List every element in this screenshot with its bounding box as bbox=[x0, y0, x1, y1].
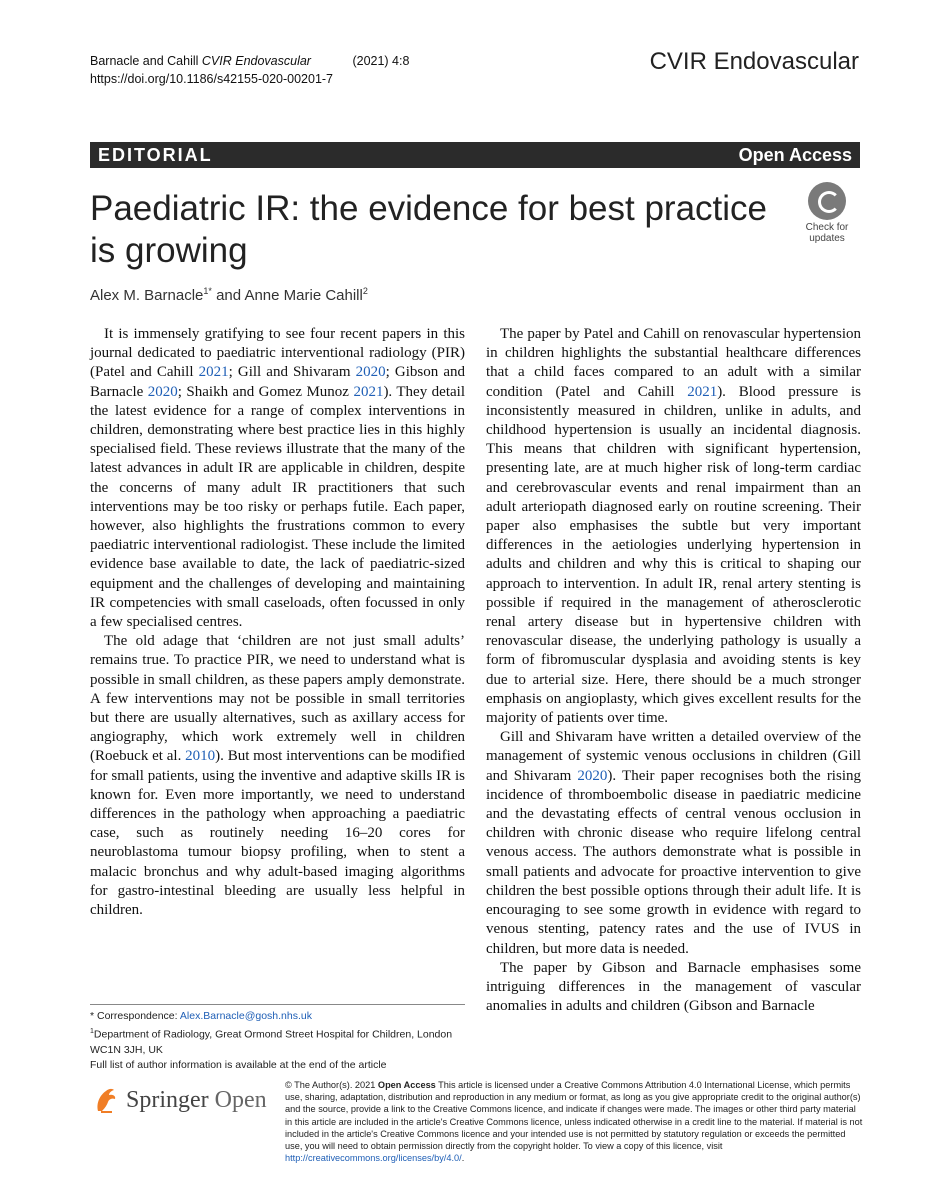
author-name: Alex M. Barnacle bbox=[90, 287, 204, 304]
header-journal: CVIR Endovascular bbox=[201, 54, 311, 68]
article-title: Paediatric IR: the evidence for best practice is growing bbox=[90, 189, 768, 270]
author-info-note: Full list of author information is available at the end of the article bbox=[90, 1058, 387, 1071]
left-column bbox=[90, 325, 465, 920]
correspondence-footnote: * Correspondence: Alex.Barnacle@gosh.nhs.uk $^1$Department of Radiology, Great Ormond Street Hospital for Children, London WC1N 3JH, UK Full list of author information is available at the end of the article bbox=[90, 1004, 465, 1073]
email-link[interactable]: Alex.Barnacle@gosh.nhs.uk bbox=[179, 1010, 312, 1022]
citation-link[interactable]: 2021 bbox=[687, 383, 718, 400]
citation-link[interactable]: 2020 bbox=[147, 383, 178, 400]
header-doi-link[interactable]: https://doi.org/10.1186/s42155-020-00201-7 bbox=[90, 72, 334, 86]
check-updates-label: Check for updates bbox=[805, 222, 849, 244]
publisher-open: Open bbox=[208, 1087, 267, 1113]
open-access-label: Open Access bbox=[738, 145, 852, 165]
publisher-name: Springer bbox=[126, 1087, 209, 1113]
citation-link[interactable]: 2021 bbox=[198, 364, 229, 381]
license-statement: © The Author(s). 2021 Open Access This article is licensed under a Creative Commons Attribution 4.0 International License, which permits use, sharing, adaptation, distribution and reproduction in any medium or format, as long as you give appropriate credit to the original author(s) and the source, provide a link to the Creative Commons licence, and indicate if changes were made. The images or other third party material in this article are included in the article's Creative Commons licence, unless indicated otherwise in a credit line to the material. If material is not included in the article's Creative Commons licence and your intended use is not permitted by statutory regulation or exceeds the permitted use, you will need to obtain permission directly from the copyright holder. To view a copy of this licence, visit http://creativecommons.org/licenses/by/4.0/. bbox=[285, 1080, 863, 1164]
header-volume: (2021) 4:8 bbox=[352, 54, 410, 68]
body-paragraph: The paper by Patel and Cahill on renovascular hypertension in children highlights the substantial healthcare differences that a child faces compared to an adult with a similar condition (Patel and Cahill 2021). Blood pressure is inconsistently measured in children, unlike in adults, and childhood hypertension is usually an incidental diagnosis. This means that children with significant hypertension, presenting late, are at much higher risk of long-term cardiac and cerebrovascular events and renal impairment than an adult arteriopath diagnosed early on routine screening. Their paper also emphasises the subtle but very important differences in the aetiologies underlying hypertension in adults and children and why this is critical to shaping our approach to intervention. In adult IR, renal artery stenting is possible if required in the management of atherosclerotic renal artery disease but in hypertensive children with renovascular disease, the underlying pathology is usually a form of fibromuscular dysplasia and avoiding stents is key due to arterial size. Here, there should be a much stronger emphasis on angioplasty, which gives excellent results for the majority of patients over time. bbox=[486, 326, 861, 727]
affiliation-text: Department of Radiology, Great Ormond Street Hospital for Children, London WC1N 3JH, UK bbox=[90, 1028, 453, 1056]
running-header bbox=[90, 52, 409, 88]
body-paragraph: The old adage that ‘children are not just small adults’ remains true. To practice PIR, we need to understand what is possible in small children, as these papers amply demonstrate. A few interventions may not be possible in small territories but there are usually alternatives, such as axillary access for angiography, which work extremely well in children (Roebuck et al. 2010). But most interventions can be modified for small patients, using the inventive and adaptive skills IR is known for. Even more importantly, we need to understand differences in the pathology when approaching a paediatric case, such as routinely needing 16–20 cores for neuroblastoma tumour biopsy profiling, when to stent a malacic bronchus and why adult-based imaging algorithms for gastro-intestinal bleeding are usually less helpful in children. bbox=[90, 633, 465, 919]
author-list: Alex M. Barnacle$^{1*}$ and Anne Marie Cahill$^2$ bbox=[90, 286, 368, 304]
springer-horse-icon bbox=[92, 1085, 120, 1115]
check-for-updates-button[interactable] bbox=[795, 182, 859, 244]
citation-link[interactable]: 2021 bbox=[353, 383, 384, 400]
author-affiliation-mark: 1* bbox=[203, 286, 212, 296]
citation-link[interactable]: 2020 bbox=[577, 767, 608, 784]
license-link[interactable]: http://creativecommons.org/licenses/by/4.0/ bbox=[285, 1153, 462, 1164]
springer-open-logo bbox=[92, 1083, 282, 1119]
right-column bbox=[486, 325, 861, 1016]
author-affiliation-mark: 2 bbox=[362, 286, 368, 296]
article-type-bar bbox=[90, 142, 860, 168]
citation-link[interactable]: 2010 bbox=[185, 748, 216, 765]
author-name: Anne Marie Cahill bbox=[244, 287, 363, 304]
body-paragraph: Gill and Shivaram have written a detailed overview of the management of systemic venous occlusions in children (Gill and Shivaram 2020). Their paper recognises both the rising incidence of thromboembolic disease in paediatric medicine and the devastating effects of central venous occlusion in children with chronic disease who require lifelong central venous access. The authors demonstrate what is possible in small patients and advocate for proactive intervention to give children the best possible options through their adult life. It is encouraging to see some growth in evidence with regard to venous stenting, patency rates and the use of IVUS in children, but more data is needed. bbox=[486, 729, 861, 957]
body-paragraph: It is immensely gratifying to see four recent papers in this journal dedicated to paediatric interventional radiology (PIR) (Patel and Cahill 2021; Gill and Shivaram 2020; Gibson and Barnacle 2020; Shaikh and Gomez Munoz 2021). They detail the latest evidence for a range of complex interventions in children, demonstrating where best practice lies in this highly specialised field. These reviews illustrate that the many of the latest advances in adult IR are applicable in children, despite the concerns of many adult IR practitioners that such interventions may be too risky or perhaps futile. Each paper, however, also highlights the frustrations common to every paediatric interventional radiologist. These include the limited evidence base available to date, the lack of paediatric-sized equipment and the challenges of developing and maintaining IR competencies with small caseloads, often focussed in only a few specialised centres. bbox=[90, 326, 465, 631]
citation-link[interactable]: 2020 bbox=[355, 364, 386, 381]
article-type-label: EDITORIAL bbox=[98, 145, 213, 165]
check-updates-icon bbox=[808, 182, 846, 220]
journal-name: CVIR Endovascular bbox=[649, 48, 859, 75]
body-paragraph: The paper by Gibson and Barnacle emphasises some intriguing differences in the management of vascular anomalies in adults and children (Gibson and Barnacle bbox=[486, 959, 861, 1015]
header-authors: Barnacle and Cahill bbox=[90, 54, 199, 68]
